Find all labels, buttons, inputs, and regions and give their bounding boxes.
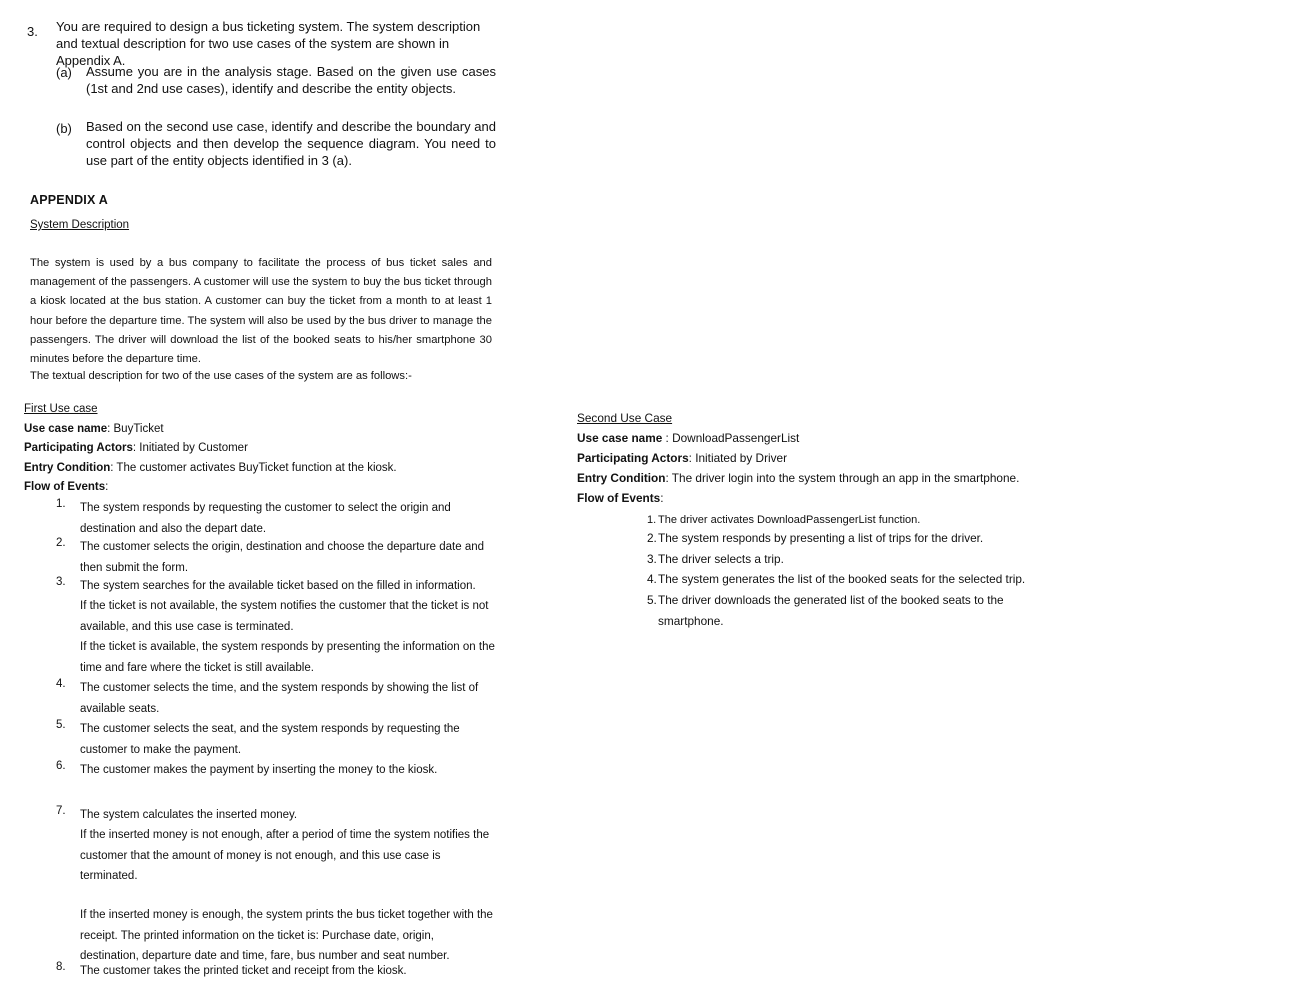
step-number: 6. (56, 760, 66, 772)
system-description-heading: System Description (30, 219, 130, 231)
step-text: The customer selects the origin, destination and choose the departure date and then submit the form. (80, 541, 485, 574)
step-text: The customer selects the seat, and the system responds by requesting the customer to make the payment. (80, 723, 460, 756)
first-use-case-heading: First Use case (24, 403, 98, 415)
step-number: 3. (647, 552, 657, 566)
step-number: 5. (56, 719, 66, 731)
uc2-name-label: Use case name (577, 431, 663, 445)
uc2-name-value: : DownloadPassengerList (662, 431, 800, 445)
part-b-text: Based on the second use case, identify and describe the boundary and control objects and then develop the sequence diagram. You need to use part of the entity objects identified in 3 (a). (86, 119, 496, 168)
uc1-entry-row (24, 462, 494, 482)
step-text: The driver activates DownloadPassengerList function. (658, 514, 921, 526)
uc1-name-row (24, 423, 494, 443)
uc2-actors-label: Participating Actors (577, 451, 689, 465)
uc2-name-row (577, 431, 1077, 451)
uc2-flow-label: Flow of Events (577, 491, 661, 505)
step-text-cont: If the ticket is not available, the system notifies the customer that the ticket is not available, and this use case is terminated. (80, 600, 489, 633)
step-text: The customer makes the payment by inserting the money to the kiosk. (80, 764, 438, 776)
step-number: 2. (647, 531, 657, 545)
step-text-cont: If the ticket is available, the system responds by presenting the information on the time and fare where the ticket is still available. (80, 641, 495, 674)
uc1-entry-value: : The customer activates BuyTicket function at the kiosk. (110, 461, 397, 474)
step-number: 8. (56, 961, 66, 973)
uc1-actors-value: : Initiated by Customer (132, 442, 248, 454)
step-text-cont: If the inserted money is enough, the system prints the bus ticket together with the receipt. The printed information on the ticket is: Purchase date, origin, destination, departure date and time, fare, bus number and seat number. (80, 909, 493, 962)
step-text: The customer takes the printed ticket and receipt from the kiosk. (80, 965, 407, 977)
uc2-entry-row (577, 471, 1077, 491)
step-number: 7. (56, 805, 66, 817)
step-number: 4. (56, 678, 66, 690)
uc2-actors-value: : Initiated by Driver (688, 451, 788, 465)
uc2-entry-label: Entry Condition (577, 471, 666, 485)
step-text: The system responds by requesting the customer to select the origin and destination and also the depart date. (80, 502, 451, 535)
uc1-name-label: Use case name (24, 422, 108, 435)
uc1-actors-row (24, 442, 494, 462)
step-number: 2. (56, 537, 66, 549)
part-a-label: (a) (56, 65, 72, 80)
step-number: 5. (647, 593, 657, 607)
step-number: 1. (56, 498, 66, 510)
step-text: The driver downloads the generated list of the booked seats to the smartphone. (658, 593, 1004, 628)
question-number: 3. (27, 24, 38, 39)
uc1-actors-label: Participating Actors (24, 442, 133, 454)
question-text: You are required to design a bus ticketing system. The system description and textual description for two use cases of the system are shown in Appendix A. (56, 19, 481, 68)
step-text: The system generates the list of the booked seats for the selected trip. (658, 572, 1026, 586)
uc1-flow-label: Flow of Events (24, 481, 106, 493)
uc1-entry-label: Entry Condition (24, 461, 111, 474)
step-text: The system searches for the available ticket based on the filled in information. (80, 580, 476, 592)
uc1-flow-colon: : (105, 481, 109, 493)
step-number: 1. (647, 514, 657, 526)
step-text-cont: If the inserted money is not enough, after a period of time the system notifies the customer that the amount of money is not enough, and this use case is terminated. (80, 829, 490, 882)
system-description: The system is used by a bus company to facilitate the process of bus ticket sales and management of the passengers. A customer will use the system to buy the bus ticket through a kiosk located at the bus station. A customer can buy the ticket from a month to at least 1 hour before the departure time. The system will also be used by the bus driver to manage the passengers. The driver will download the list of the booked seats to his/her smartphone 30 minutes before the departure time. (30, 257, 492, 366)
step-text: The system responds by presenting a list of trips for the driver. (658, 531, 984, 545)
uc1-name-value: : BuyTicket (107, 422, 164, 435)
first-use-case (24, 403, 494, 501)
uc2-flow-row (577, 491, 1077, 511)
step-number: 3. (56, 576, 66, 588)
part-b-label: (b) (56, 121, 72, 136)
appendix-title: APPENDIX A (30, 193, 108, 207)
uc2-actors-row (577, 451, 1077, 471)
second-use-case-heading: Second Use Case (577, 411, 673, 425)
step-text: The system calculates the inserted money. (80, 809, 298, 821)
uc2-flow-colon: : (660, 491, 664, 505)
second-use-case (577, 411, 1077, 511)
uc2-entry-value: : The driver login into the system through an app in the smartphone. (665, 471, 1020, 485)
step-number: 4. (647, 572, 657, 586)
step-text: The customer selects the time, and the system responds by showing the list of available seats. (80, 682, 479, 715)
step-text: The driver selects a trip. (658, 552, 784, 566)
part-a-text: Assume you are in the analysis stage. Based on the given use cases (1st and 2nd use cases), identify and describe the entity objects. (86, 64, 496, 96)
use-cases-intro: The textual description for two of the use cases of the system are as follows:- (30, 370, 412, 382)
